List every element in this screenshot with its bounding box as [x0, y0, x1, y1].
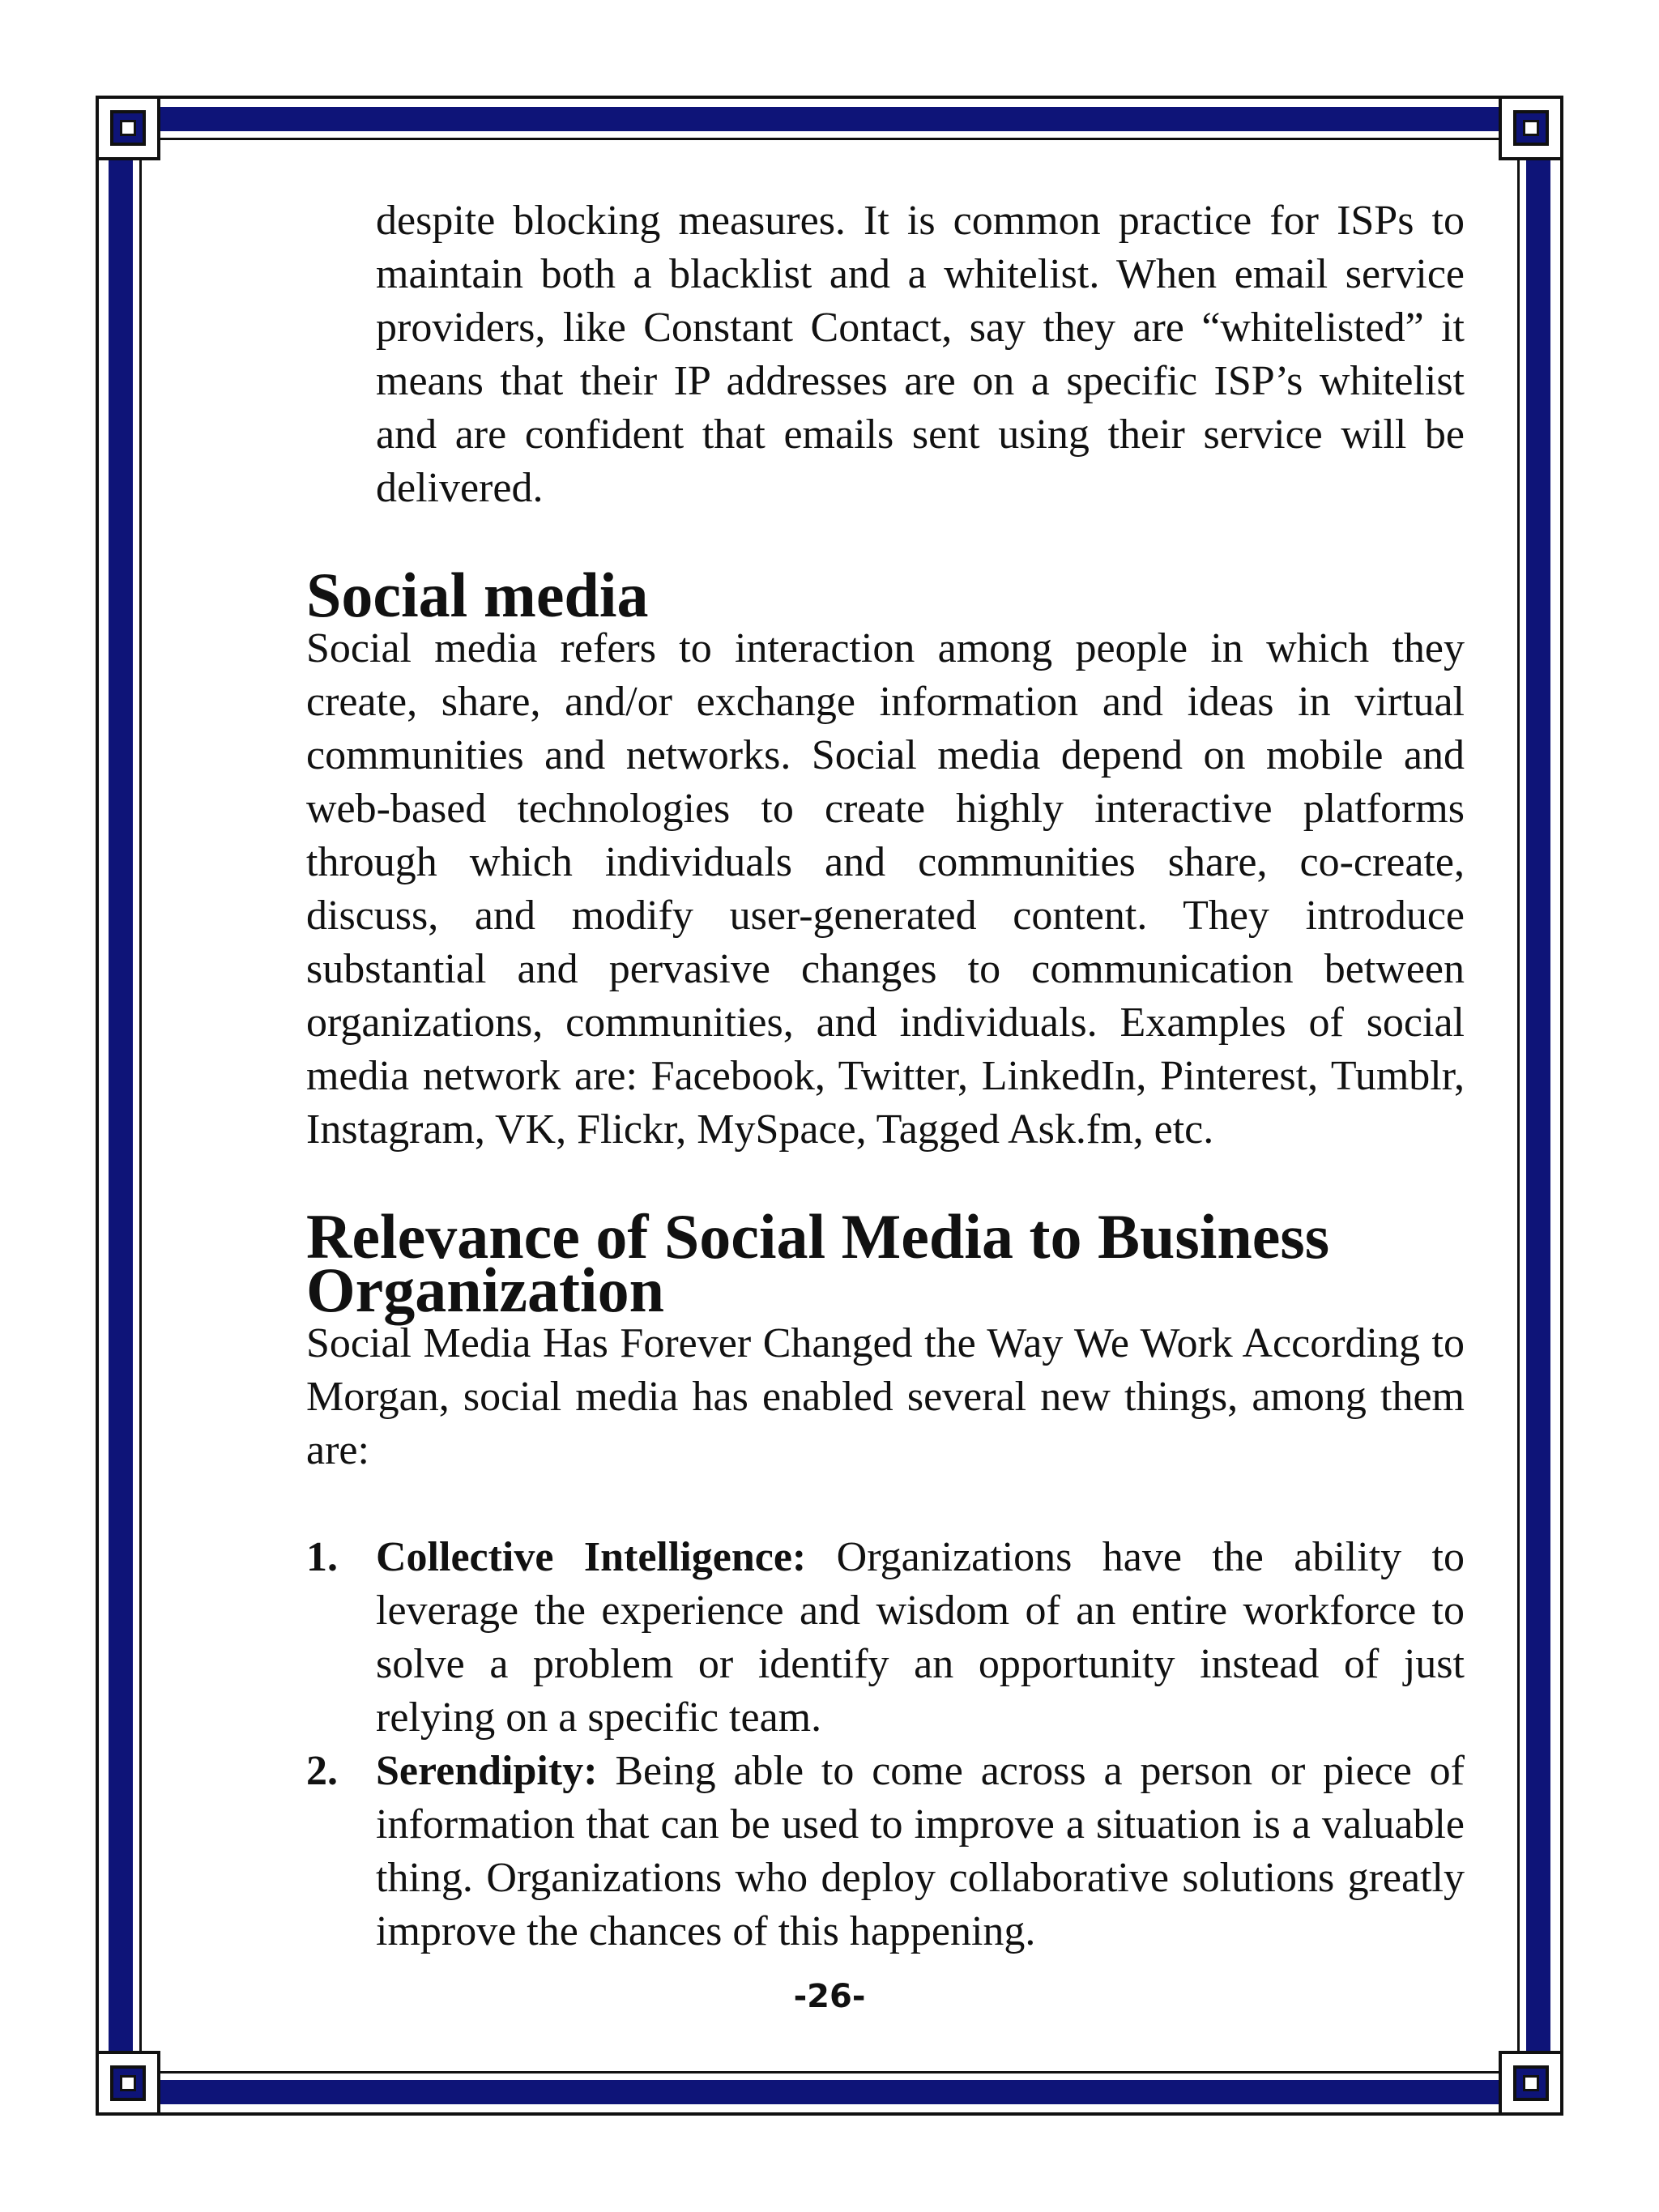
page-content	[306, 194, 1465, 1958]
corner-ornament-top-right	[1499, 96, 1563, 160]
social-media-paragraph: Social media refers to interaction among people in which they create, share, and/or exchange information and ideas in virtual communities and networks. Social media depend on mobile and web-based technologies to create highly interactive platforms through which individuals and communities share, co-create, discuss, and modify user-generated content. They introduce substantial and pervasive changes to communication between organizations, communities, and individuals. Examples of social media network are: Facebook, Twitter, LinkedIn, Pinterest, Tumblr, Instagram, VK, Flickr, MySpace, Tagged Ask.fm, etc.	[306, 625, 1465, 1153]
list-item-term: Serendipity:	[376, 1748, 598, 1794]
page-number: -26-	[793, 1978, 866, 2015]
social-media-heading: Social media	[306, 560, 649, 630]
list-item	[306, 1531, 1465, 1745]
list-item-term: Collective Intelligence:	[376, 1534, 807, 1580]
corner-ornament-top-left	[96, 96, 160, 160]
list-item-number: 1.	[306, 1534, 338, 1580]
list-item-text: Organizations have the ability to leverage the experience and wisdom of an entire workforce to solve a problem or identify an opportunity instead of just relying on a specific team.	[376, 1534, 1465, 1741]
list-item-number: 2.	[306, 1748, 338, 1794]
relevance-heading: Relevance of Social Media to Business Organization	[306, 1201, 1330, 1325]
benefits-list	[306, 1531, 1465, 1958]
corner-ornament-bottom-left	[96, 2051, 160, 2116]
spacer	[306, 1477, 1465, 1531]
list-item	[306, 1745, 1465, 1958]
relevance-paragraph: Social Media Has Forever Changed the Way We Work According to Morgan, social media has enabled several new things, among them are:	[306, 1320, 1465, 1473]
list-item-text: Being able to come across a person or piece of information that can be used to improve a situation is a valuable thing. Organizations who deploy collaborative solutions greatly improve the chances of this happening.	[376, 1748, 1465, 1954]
corner-ornament-bottom-right	[1499, 2051, 1563, 2116]
intro-continuation-paragraph: despite blocking measures. It is common practice for ISPs to maintain both a blacklist and a whitelist. When email service providers, like Constant Contact, say they are “whitelisted” it means that their IP addresses are on a specific ISP’s whitelist and are confident that emails sent using their service will be delivered.	[376, 198, 1465, 511]
